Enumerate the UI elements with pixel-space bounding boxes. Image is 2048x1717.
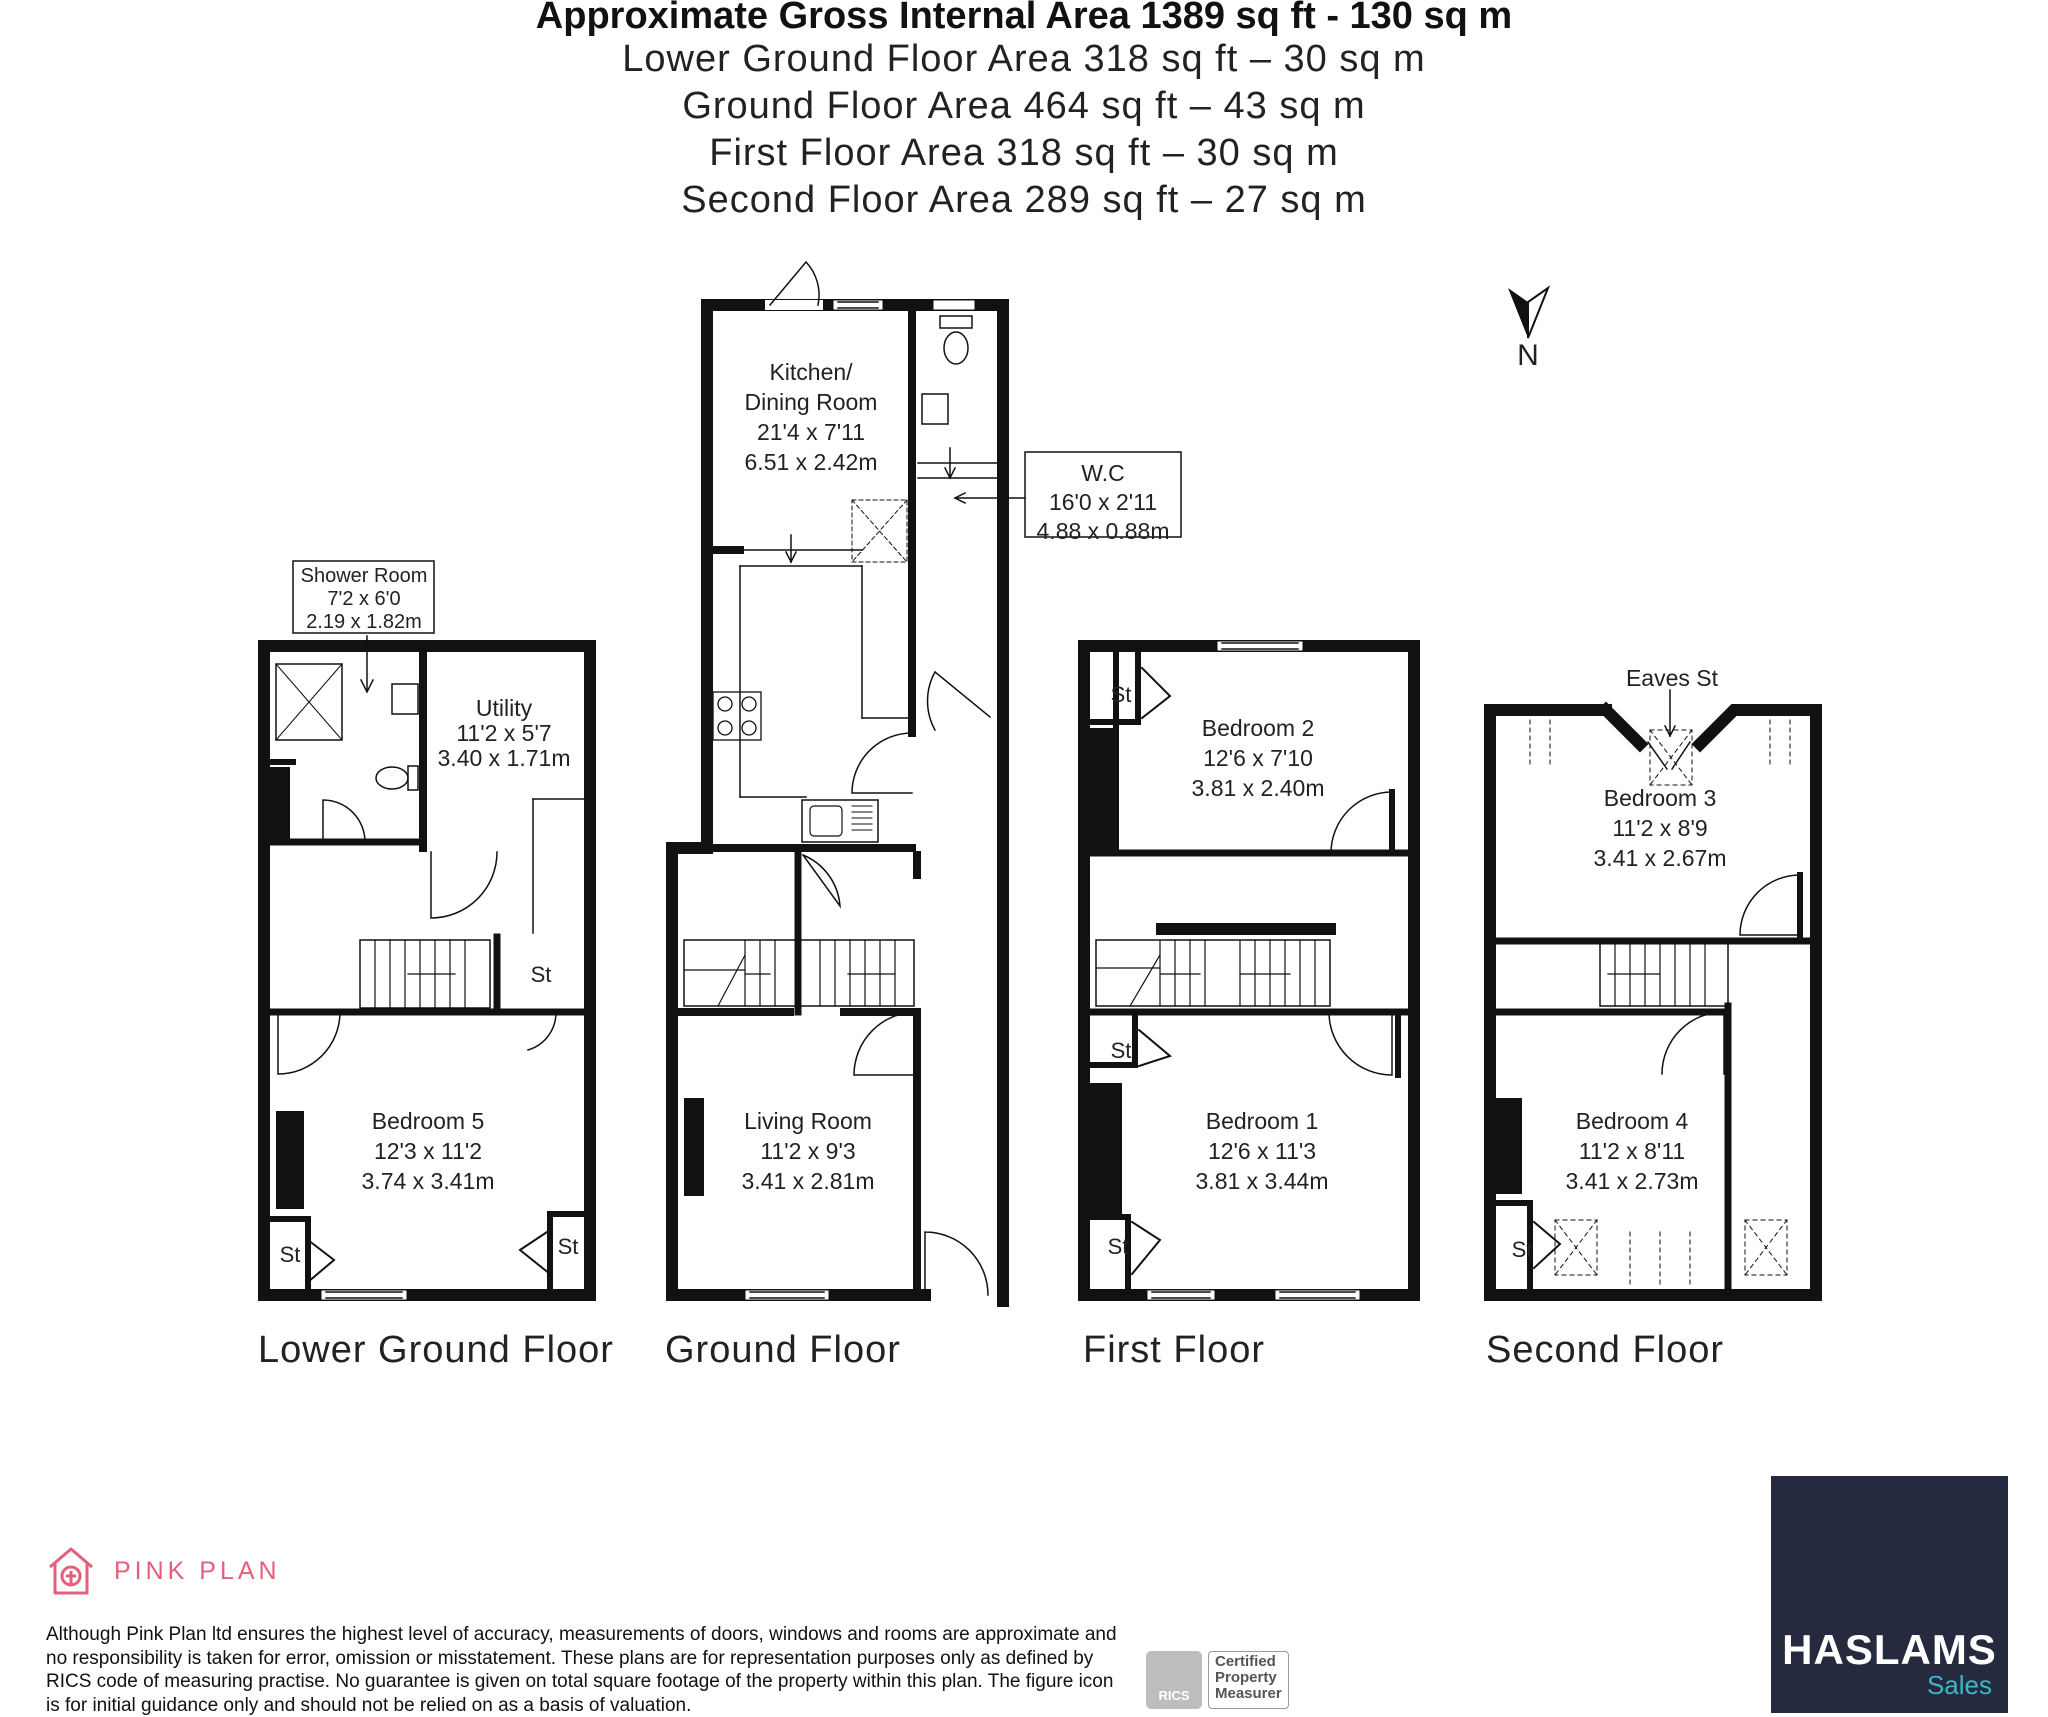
shower-room-metric: 2.19 x 1.82m (306, 611, 422, 633)
second-floor-label: Second Floor (1486, 1329, 1725, 1371)
utility-name: Utility (475, 695, 533, 721)
bedroom5-metric: 3.74 x 3.41m (361, 1168, 495, 1194)
rics-mark: RICS (1146, 1651, 1202, 1709)
shower-room-imperial: 7'2 x 6'0 (327, 588, 401, 610)
gross-area-title: Approximate Gross Internal Area 1389 sq ft - 130 sq m (535, 0, 1513, 37)
bedroom3-name: Bedroom 3 (1603, 785, 1717, 811)
living-room-name: Living Room (744, 1108, 872, 1134)
disclaimer-text: Although Pink Plan ltd ensures the highest level of accuracy, measurements of doors, windows and rooms are approximate and no responsibility is taken for error, omission or misstatement. These plans are for representation purposes only as defined by RICS code of measuring practise. No guarantee is given on total square footage of the property within this plan. The figure icon is for initial guidance only and should not be relied on as a basis of valuation. (46, 1624, 1117, 1716)
utility-imperial: 11'2 x 5'7 (456, 720, 552, 746)
bedroom5-store-left: St (279, 1242, 301, 1267)
bedroom2-store: St (1110, 682, 1132, 707)
rics-line-1: Certified (1215, 1653, 1276, 1670)
wc-imperial: 16'0 x 2'11 (1048, 489, 1158, 515)
rics-certified-text (1208, 1651, 1289, 1709)
bedroom4-name: Bedroom 4 (1575, 1108, 1689, 1134)
first-area: First Floor Area 318 sq ft – 30 sq m (709, 132, 1339, 174)
lower-ground-floor-label: Lower Ground Floor (258, 1329, 614, 1371)
haslams-logo (1771, 1476, 2008, 1713)
eaves-store-label: Eaves St (1625, 665, 1719, 691)
lower-ground-store-label: St (530, 962, 552, 987)
ground-floor-label: Ground Floor (665, 1329, 901, 1371)
bedroom1-store: St (1107, 1234, 1129, 1259)
rics-line-2: Property (1215, 1669, 1277, 1686)
second-area: Second Floor Area 289 sq ft – 27 sq m (681, 179, 1367, 221)
landing-store: St (1110, 1038, 1132, 1063)
bedroom5-name: Bedroom 5 (371, 1108, 485, 1134)
ground-area: Ground Floor Area 464 sq ft – 43 sq m (682, 85, 1366, 127)
living-room-imperial: 11'2 x 9'3 (760, 1138, 856, 1164)
first-floor-labels (1083, 682, 1328, 1371)
bedroom5-store-right: St (557, 1234, 579, 1259)
pink-plan-label: PINK PLAN (114, 1556, 281, 1585)
lower-ground-labels (258, 565, 614, 1371)
haslams-brand: HASLAMS (1782, 1626, 1997, 1673)
bedroom2-metric: 3.81 x 2.40m (1191, 775, 1325, 801)
living-room-metric: 3.41 x 2.81m (741, 1168, 875, 1194)
pink-plan-logo (46, 1545, 281, 1597)
bedroom1-imperial: 12'6 x 11'3 (1207, 1138, 1317, 1164)
wc-metric: 4.88 x 0.88m (1036, 518, 1170, 544)
kitchen-imperial: 21'4 x 7'11 (756, 419, 866, 445)
haslams-sub: Sales (1926, 1670, 1992, 1700)
shower-room-name: Shower Room (300, 565, 428, 587)
second-floor-plan (1490, 690, 1816, 1295)
north-arrow-icon (1508, 288, 1548, 372)
bedroom3-imperial: 11'2 x 8'9 (1612, 815, 1708, 841)
bedroom5-imperial: 12'3 x 11'2 (373, 1138, 483, 1164)
kitchen-name-1: Kitchen/ (769, 359, 853, 385)
bedroom4-store: St (1511, 1237, 1533, 1262)
kitchen-name-2: Dining Room (744, 389, 878, 415)
north-label: N (1517, 339, 1539, 372)
rics-line-3: Measurer (1215, 1685, 1282, 1702)
bedroom1-name: Bedroom 1 (1205, 1108, 1319, 1134)
rics-badge (1146, 1651, 1326, 1709)
first-floor-plan (1084, 643, 1414, 1298)
first-floor-label: First Floor (1083, 1329, 1265, 1371)
bedroom1-metric: 3.81 x 3.44m (1195, 1168, 1329, 1194)
kitchen-metric: 6.51 x 2.42m (744, 449, 878, 475)
utility-metric: 3.40 x 1.71m (437, 745, 571, 771)
bedroom4-metric: 3.41 x 2.73m (1565, 1168, 1699, 1194)
house-logo-icon (46, 1545, 96, 1597)
bedroom4-imperial: 11'2 x 8'11 (1578, 1138, 1686, 1164)
bedroom2-name: Bedroom 2 (1201, 715, 1315, 741)
wc-name: W.C (1081, 460, 1125, 486)
lower-ground-area: Lower Ground Floor Area 318 sq ft – 30 sq m (622, 38, 1426, 80)
bedroom2-imperial: 12'6 x 7'10 (1203, 745, 1313, 771)
bedroom3-metric: 3.41 x 2.67m (1593, 845, 1727, 871)
